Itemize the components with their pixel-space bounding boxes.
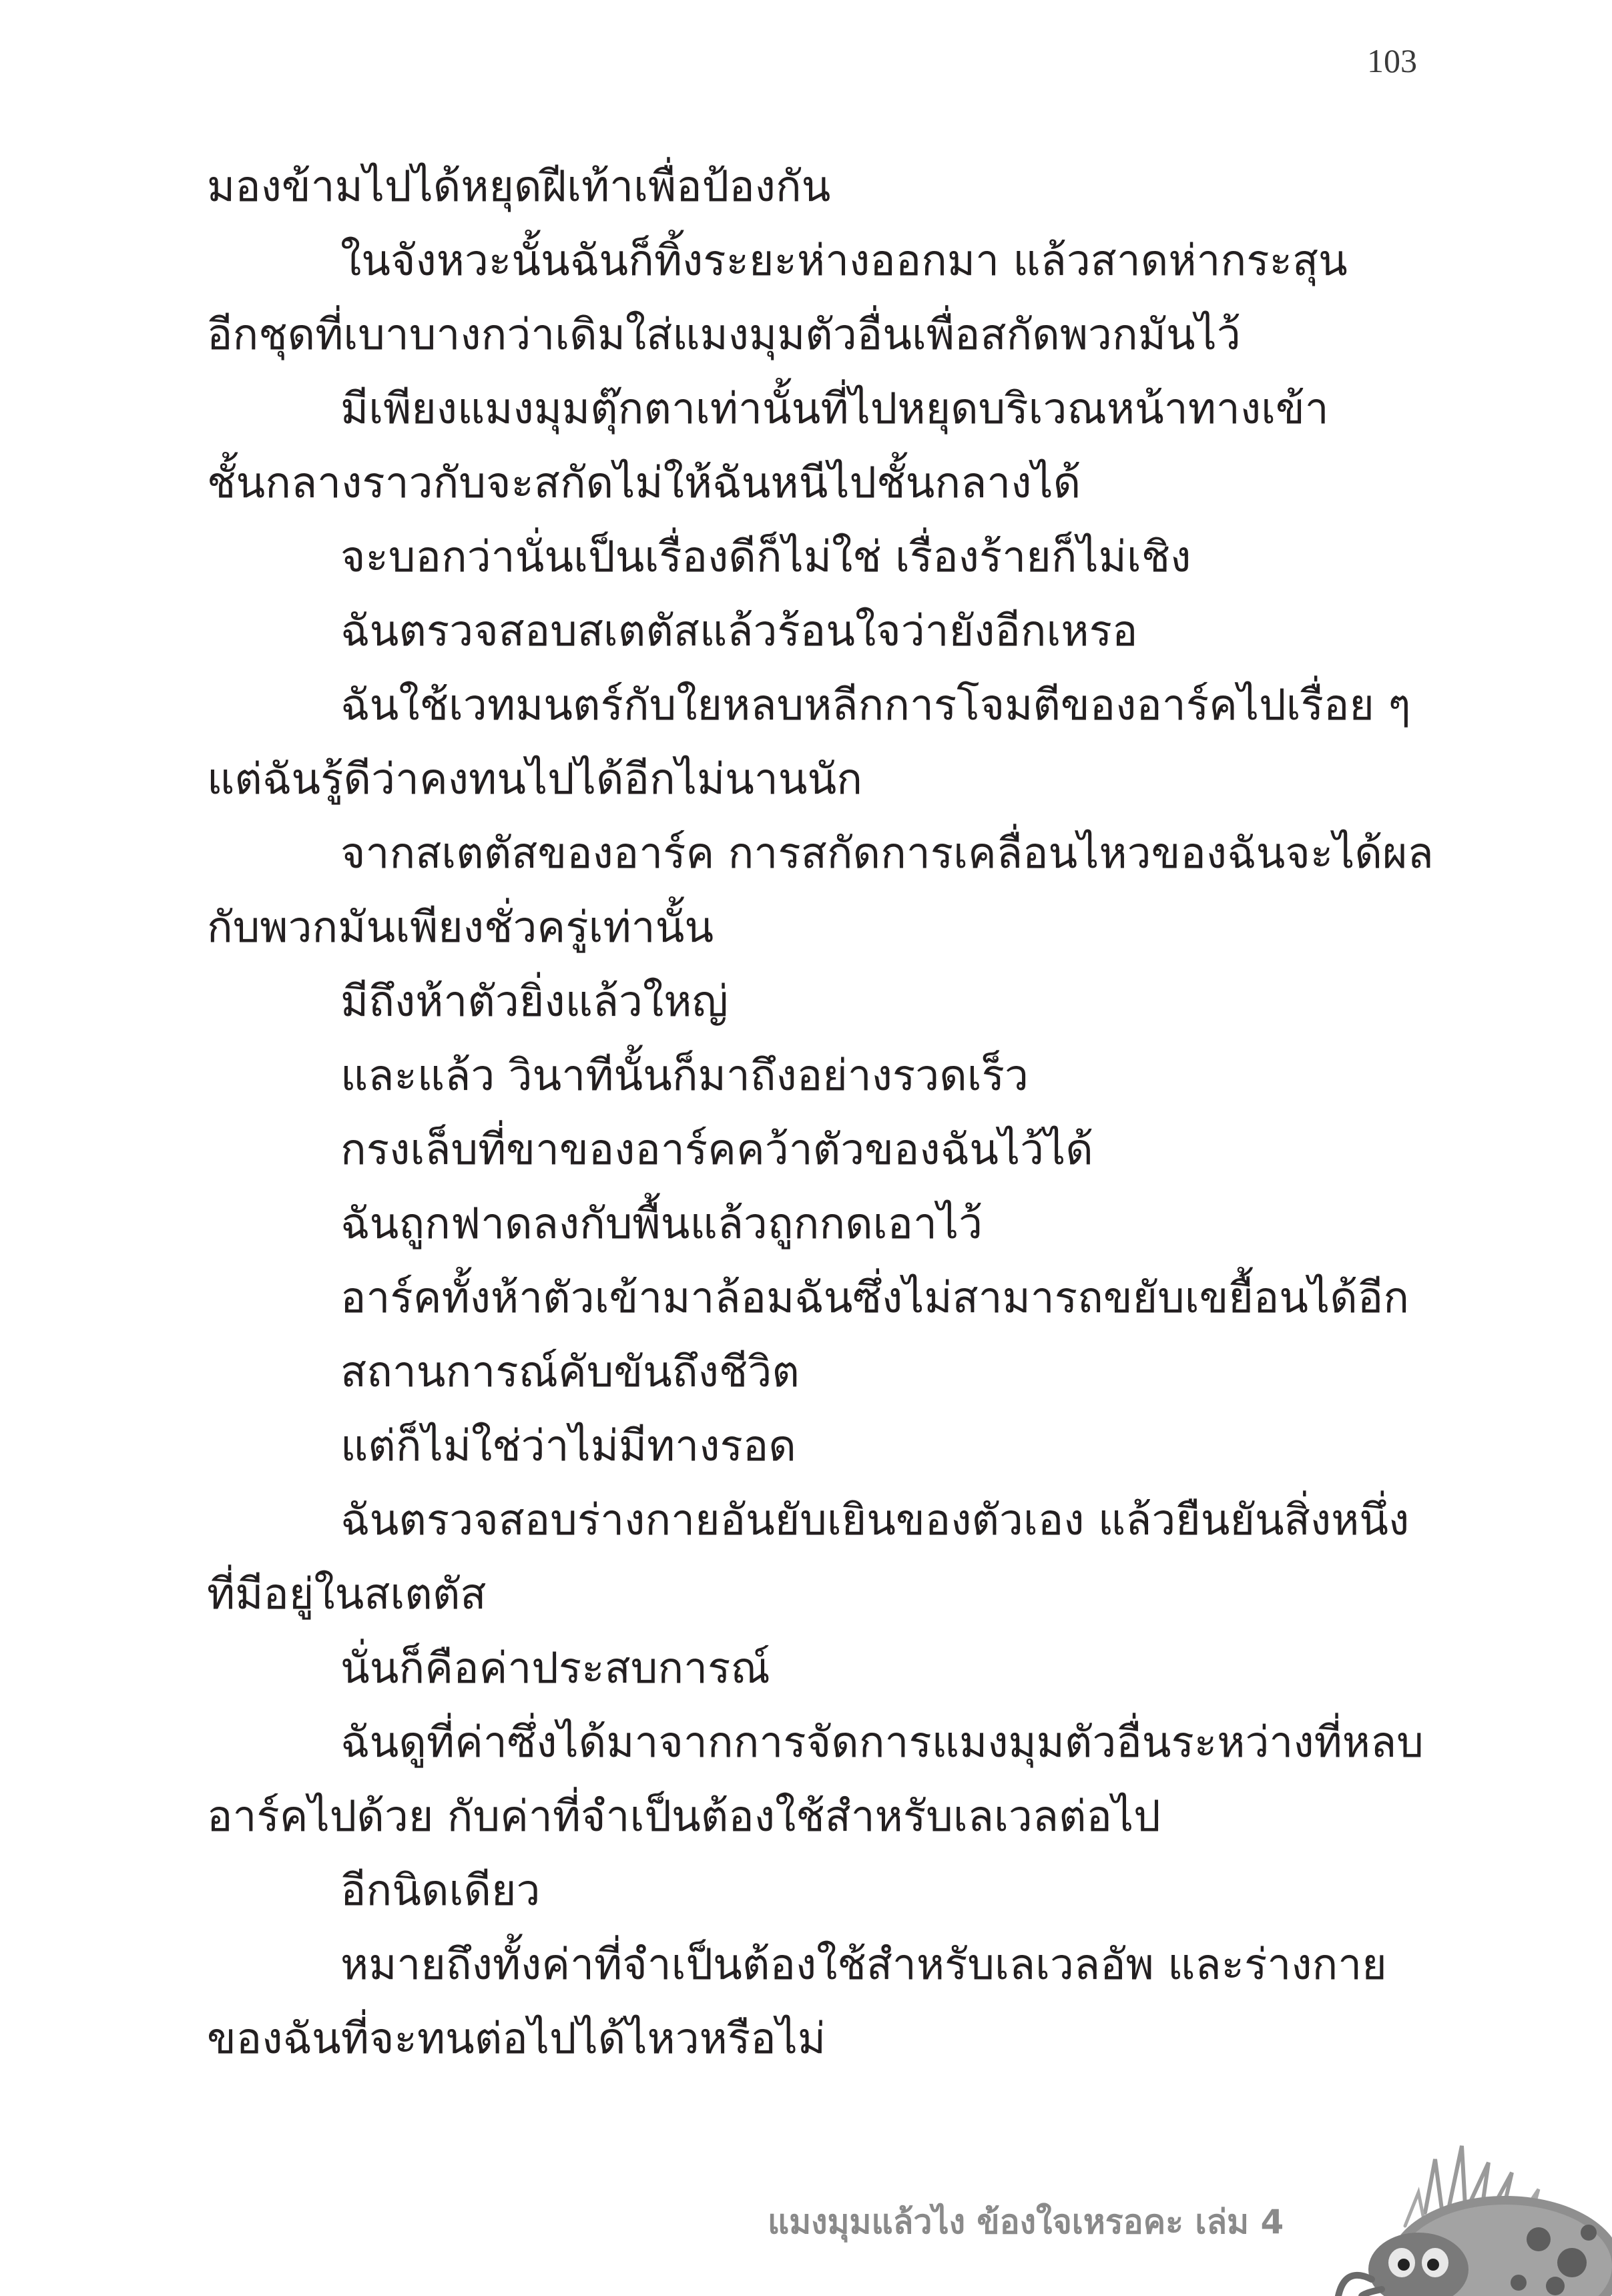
text-line: ที่มีอยู่ในสเตตัส: [207, 1570, 487, 1619]
text-line: ฉันตรวจสอบสเตตัสแล้วร้อนใจว่ายังอีกเหรอ: [340, 607, 1138, 656]
text-line: แต่ฉันรู้ดีว่าคงทนไปได้อีกไม่นานนัก: [207, 755, 863, 804]
text-line: ฉันใช้เวทมนตร์กับใยหลบหลีกการโจมตีของอาร์คไปเรื่อย ๆ: [340, 681, 1411, 730]
text-line: นั่นก็คือค่าประสบการณ์: [340, 1644, 770, 1693]
page-number: 103: [1367, 42, 1417, 79]
text-line: อีกชุดที่เบาบางกว่าเดิมใส่แมงมุมตัวอื่นเพื่อสกัดพวกมันไว้: [207, 310, 1241, 360]
text-line: ของฉันที่จะทนต่อไปได้ไหวหรือไม่: [207, 2014, 826, 2064]
text-line: จากสเตตัสของอาร์ค การสกัดการเคลื่อนไหวของฉันจะได้ผล: [340, 829, 1434, 878]
spider-mascot-icon: [1325, 2132, 1612, 2296]
text-line: อีกนิดเดียว: [340, 1866, 541, 1916]
text-line: อาร์คทั้งห้าตัวเข้ามาล้อมฉันซึ่งไม่สามารถขยับเขยื้อนได้อีก: [340, 1273, 1409, 1323]
text-line: จะบอกว่านั่นเป็นเรื่องดีก็ไม่ใช่ เรื่องร้ายก็ไม่เชิง: [340, 533, 1191, 582]
text-line: ฉันตรวจสอบร่างกายอันยับเยินของตัวเอง แล้วยืนยันสิ่งหนึ่ง: [340, 1496, 1410, 1545]
text-line: มีถึงห้าตัวยิ่งแล้วใหญ่: [340, 977, 728, 1027]
text-line: กับพวกมันเพียงชั่วครู่เท่านั้น: [207, 903, 714, 952]
text-line: และแล้ว วินาทีนั้นก็มาถึงอย่างรวดเร็ว: [340, 1051, 1029, 1101]
text-line: สถานการณ์คับขันถึงชีวิต: [340, 1348, 800, 1397]
text-line: ชั้นกลางราวกับจะสกัดไม่ให้ฉันหนีไปชั้นกลางได้: [207, 459, 1081, 508]
text-line: หมายถึงทั้งค่าที่จำเป็นต้องใช้สำหรับเลเวลอัพ และร่างกาย: [340, 1940, 1387, 1990]
text-line: ฉันถูกฟาดลงกับพื้นแล้วถูกกดเอาไว้: [340, 1199, 983, 1249]
text-line: แต่ก็ไม่ใช่ว่าไม่มีทางรอด: [340, 1422, 796, 1471]
text-line: ฉันดูที่ค่าซึ่งได้มาจากการจัดการแมงมุมตัวอื่นระหว่างที่หลบ: [340, 1718, 1424, 1767]
text-line: มองข้ามไปได้หยุดฝีเท้าเพื่อป้องกัน: [207, 162, 831, 212]
text-line: กรงเล็บที่ขาของอาร์คคว้าตัวของฉันไว้ได้: [340, 1125, 1093, 1175]
running-footer: แมงมุมแล้วไง ข้องใจเหรอคะ เล่ม 4: [768, 2203, 1284, 2241]
text-line: มีเพียงแมงมุมตุ๊กตาเท่านั้นที่ไปหยุดบริเวณหน้าทางเข้า: [340, 384, 1329, 434]
text-line: ในจังหวะนั้นฉันก็ทิ้งระยะห่างออกมา แล้วสาดห่ากระสุน: [340, 236, 1348, 286]
body-text: [207, 150, 1434, 2076]
text-line: อาร์คไปด้วย กับค่าที่จำเป็นต้องใช้สำหรับเลเวลต่อไป: [207, 1792, 1161, 1841]
